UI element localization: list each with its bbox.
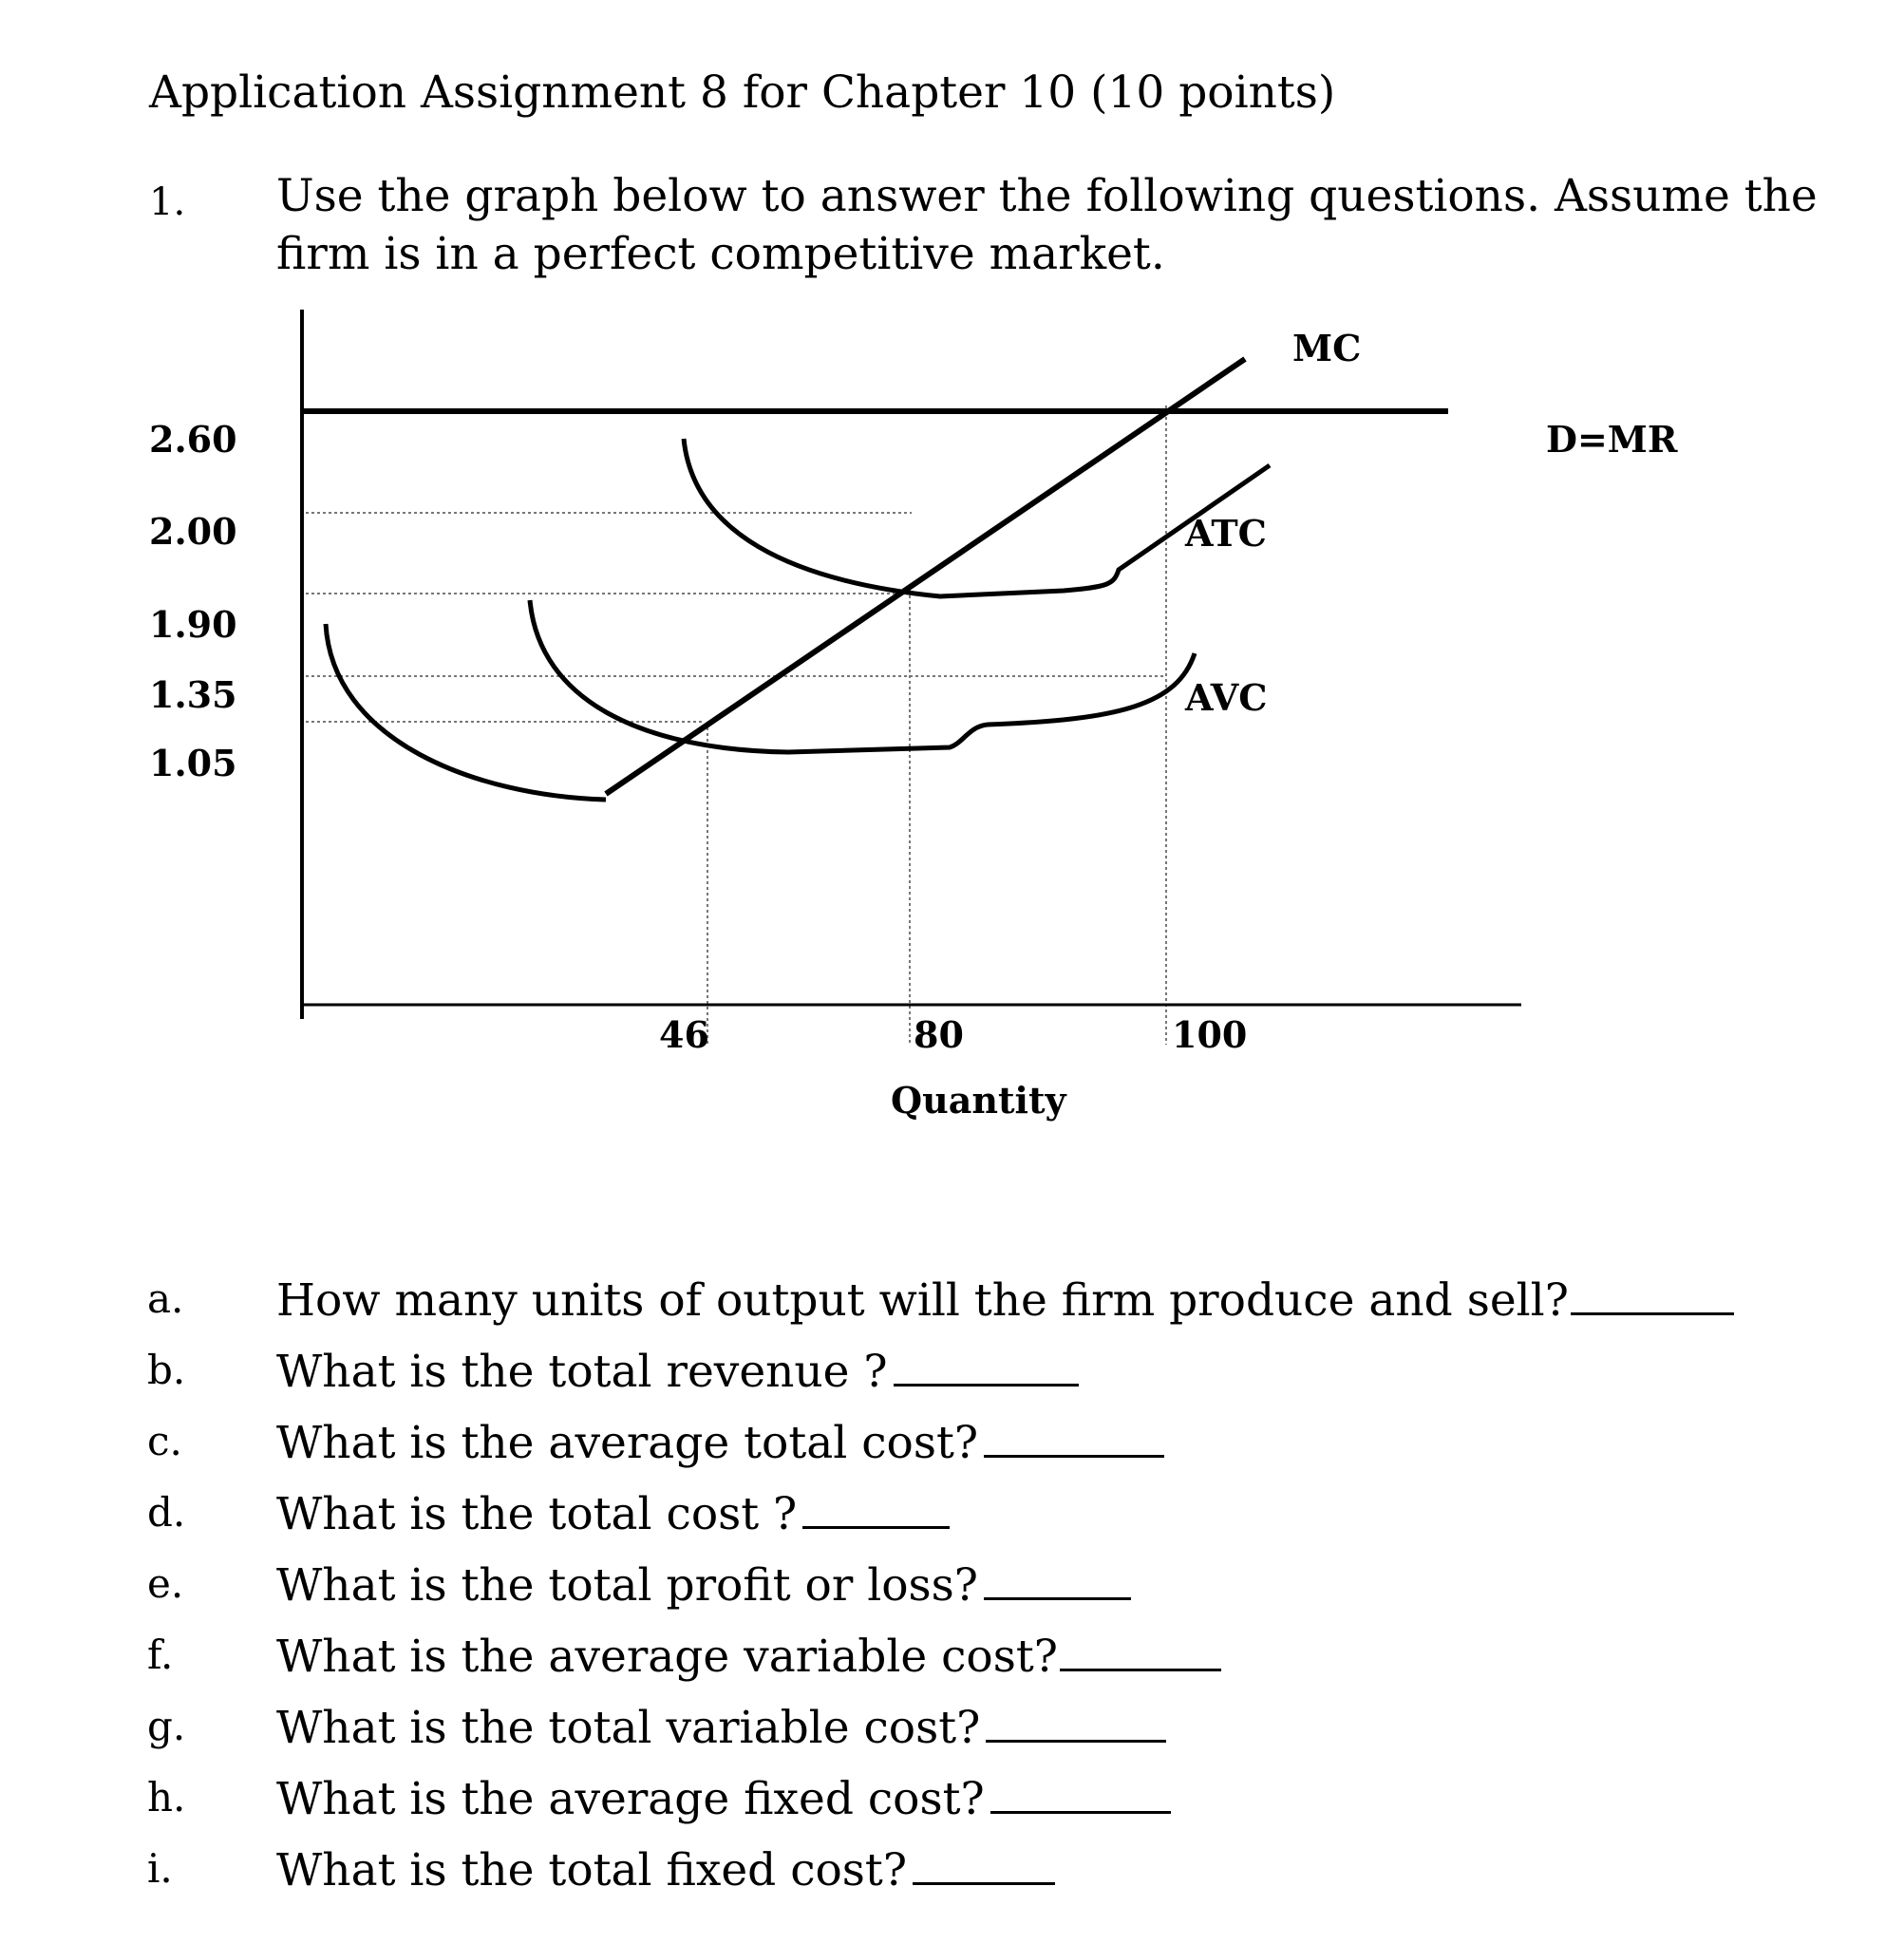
subquestion-text: What is the total revenue ? [276, 1342, 1079, 1401]
subquestion-h [0, 1769, 1904, 1826]
y-tick-label: 1.35 [149, 673, 237, 716]
series-atc-curve [684, 439, 1270, 596]
subquestion-letter: i. [147, 1845, 173, 1892]
series-mc-line [606, 359, 1245, 794]
x-tick-label: 100 [1172, 1013, 1248, 1056]
subquestion-text: What is the average fixed cost? [276, 1769, 1171, 1828]
y-tick-label: 2.60 [149, 418, 237, 461]
dmr-label: D=MR [1546, 418, 1678, 461]
subquestion-letter: c. [147, 1418, 182, 1464]
subquestion-letter: a. [147, 1275, 184, 1322]
subquestion-text: What is the total cost ? [276, 1484, 950, 1543]
subquestion-f [0, 1627, 1904, 1684]
answer-blank[interactable] [984, 1556, 1131, 1600]
subquestion-text: What is the total variable cost? [276, 1698, 1166, 1757]
atc-label: ATC [1185, 512, 1267, 555]
question-prompt [276, 167, 1818, 283]
subquestion-c [0, 1413, 1904, 1470]
mc-label: MC [1292, 327, 1362, 369]
answer-blank[interactable] [984, 1413, 1164, 1458]
subquestion-text: What is the total profit or loss? [276, 1556, 1131, 1614]
subquestion-letter: f. [147, 1632, 174, 1678]
answer-blank[interactable] [913, 1840, 1055, 1885]
subquestion-b [0, 1342, 1904, 1399]
subquestion-a [0, 1271, 1904, 1328]
answer-blank[interactable] [986, 1698, 1166, 1743]
answer-blank[interactable] [1571, 1271, 1734, 1315]
subquestion-letter: h. [147, 1774, 186, 1820]
question-line-1: Use the graph below to answer the following questions. Assume the [276, 170, 1818, 222]
subquestion-text: What is the average total cost? [276, 1413, 1164, 1472]
subquestion-e [0, 1556, 1904, 1613]
avc-label: AVC [1185, 676, 1268, 719]
subquestion-letter: d. [147, 1489, 186, 1536]
cost-curves-chart [0, 285, 1904, 1140]
question-line-2: firm is in a perfect competitive market. [276, 228, 1165, 280]
subquestion-text: What is the average variable cost? [276, 1627, 1221, 1686]
answer-blank[interactable] [894, 1342, 1079, 1387]
x-tick-label: 46 [659, 1013, 709, 1056]
assignment-title: Application Assignment 8 for Chapter 10 (10 points) [149, 66, 1336, 119]
subquestion-d [0, 1484, 1904, 1541]
subquestion-text: What is the total fixed cost? [276, 1840, 1055, 1899]
series-lower-curve [326, 624, 606, 800]
subquestion-g [0, 1698, 1904, 1755]
y-tick-label: 1.90 [149, 603, 237, 646]
subquestion-letter: b. [147, 1347, 186, 1393]
subquestion-text: How many units of output will the firm produce and sell? [276, 1271, 1734, 1330]
subquestion-letter: g. [147, 1703, 186, 1749]
answer-blank[interactable] [1060, 1627, 1221, 1671]
answer-blank[interactable] [990, 1769, 1171, 1814]
y-tick-label: 2.00 [149, 510, 237, 553]
answer-blank[interactable] [802, 1484, 950, 1529]
subquestion-letter: e. [147, 1560, 184, 1607]
y-tick-label: 1.05 [149, 742, 237, 784]
subquestion-i [0, 1840, 1904, 1897]
x-tick-label: 80 [914, 1013, 964, 1056]
question-number: 1. [149, 180, 186, 224]
x-axis-label: Quantity [891, 1079, 1066, 1122]
